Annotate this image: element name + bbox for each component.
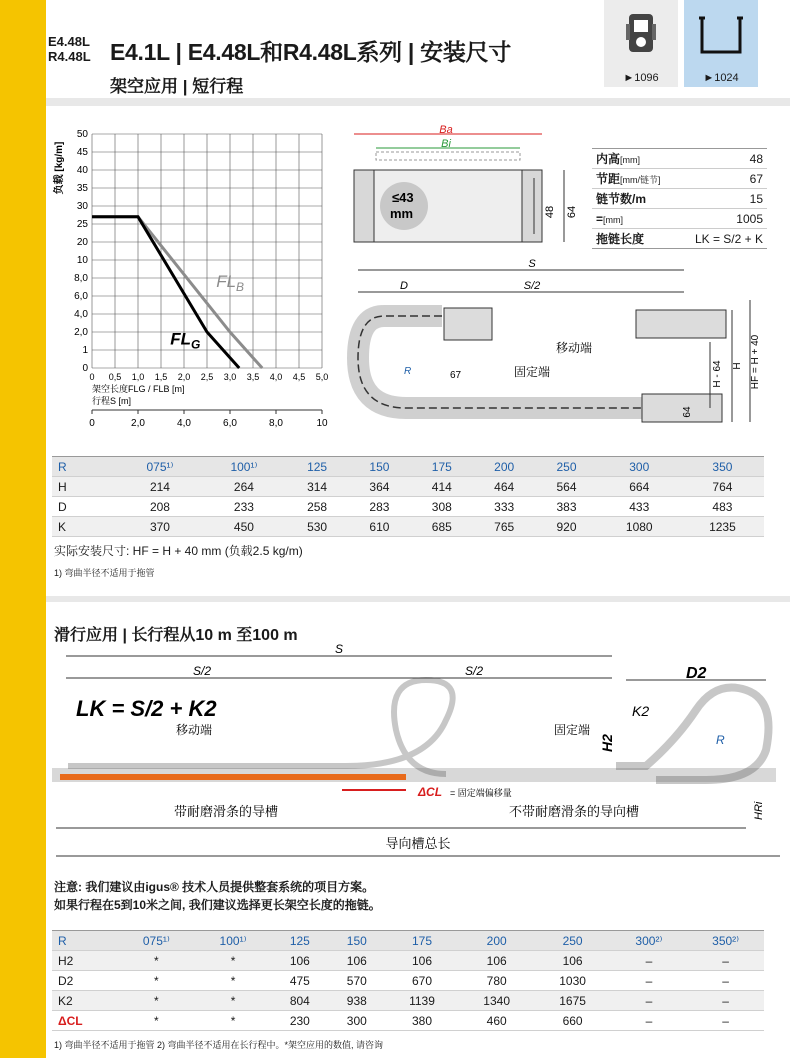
y-tick-label: 45 [76,147,88,158]
note-line-b: 如果行程在5到10米之间, 我们建议选择更长架空长度的拖链。 [54,898,381,912]
x-tick-label: 0,5 [108,372,122,382]
delta-cl-label: ΔCL [418,785,443,799]
spec-table: 内高[mm] 48 节距[mm/链节] 67 链节数/m 15 =[mm] 1005 拖链长度 LK = S/2 + K [592,148,767,249]
y-tick-label: 50 [76,129,88,140]
inner-height-label: 48 [544,205,556,219]
k2-label: K2 [632,703,650,719]
y-tick-label: 20 [76,237,88,248]
pitch-label: 67 [450,370,462,381]
moving-end-label-2: 移动端 [176,723,213,737]
y-tick-label: 30 [76,201,88,212]
groove-with-label: 带耐磨滑条的导槽 [173,804,279,819]
table-row: H 214 264 314 364 414 464 564 664 764 [52,477,764,497]
x2-tick-label: 6,0 [223,418,237,429]
table-row: D 208 233 258 283 308 333 383 433 483 [52,497,764,517]
d2-label: D2 [686,665,707,682]
x-axis-label-1: 架空长度FLG / FLB [m] [92,384,185,394]
x-tick-label: 3,5 [246,372,260,382]
page-title: E4.1L | E4.48L和R4.48L系列 | 安装尺寸 [110,39,511,65]
table-row: K 370 450 530 610 685 765 920 1080 1235 [52,517,764,537]
bi-label: Bi [441,138,451,150]
y-tick-label: 2,0 [74,327,88,338]
groove-total-label: 导向槽总长 [385,836,451,851]
h-minus-64-label: H - 64 [712,360,723,388]
installation-diagram-long [46,640,790,872]
load-chart [52,128,342,440]
x-tick-label: 4,5 [292,372,306,382]
x-tick-label: 5,0 [315,372,329,382]
radius-label: R [404,366,412,377]
y-tick-label: 1 [82,345,88,356]
dimension-table-long: R 075¹⁾ 100¹⁾ 125 150 175 200 250 300²⁾ 350²⁾ H2 * * 106 106 106 106 106 – – D2 * * 475 570 670 780 1030 – – K2 * * 804 938 1139 1340 1675 – – ΔCL * * 230 300 380 460 660 – – [52,930,764,1031]
install-note: 实际安装尺寸: HF = H + 40 mm (负载2.5 kg/m) [54,544,303,558]
y-tick-label: 35 [76,183,88,194]
x2-tick-label: 2,0 [131,418,145,429]
ba-label: Ba [439,124,453,136]
chain-link-icon [624,12,658,56]
ref-link-chain-detail[interactable]: ►1096 [604,0,678,87]
d-dim-label: D [400,280,408,292]
x-tick-label: 0 [89,372,95,382]
s2-dim-label: S/2 [523,280,541,292]
y-tick-label: 8,0 [74,273,88,284]
groove-without-label: 不带耐磨滑条的导向槽 [508,804,640,819]
y-tick-label: 4,0 [74,309,88,320]
table-row: ΔCL * * 230 300 380 460 660 – – [52,1011,764,1031]
dimension-table-short: R 075¹⁾ 100¹⁾ 125 150 175 200 250 300 350 H 214 264 314 364 414 464 564 664 764 D 208 233 258 283 308 333 383 433 483 K 370 450 530 610 685 765 920 1080 1235 [52,456,764,537]
h-label: H [732,362,743,370]
x2-tick-label: 8,0 [269,418,283,429]
radius-label-2: R [716,733,725,747]
table-row: D2 * * 475 570 670 780 1030 – – [52,971,764,991]
x-tick-label: 1,0 [131,372,145,382]
y-tick-label: 25 [76,219,88,230]
max-cable-unit: mm [390,206,414,221]
hri-label: HRi [753,801,765,820]
fixed-end-label: 固定端 [514,365,551,379]
x-tick-label: 4,0 [269,372,283,382]
series-label-flg-sub: G [190,337,201,352]
lk-formula: LK = S/2 + K2 [76,696,217,721]
s-label-long: S [334,642,344,656]
section-divider [46,98,790,106]
outer-height-label: 64 [566,205,578,219]
x-tick-label: 2,0 [177,372,191,382]
moving-end-label: 移动端 [556,341,593,355]
x-tick-label: 3,0 [223,372,237,382]
series-label-flb: $FL_B$ [216,272,245,294]
series-tag: E4.48L R4.48L [48,34,91,64]
delta-cl-note: = 固定端偏移量 [450,788,512,798]
s2-right-label: S/2 [464,664,484,678]
bottom-64-label: 64 [682,406,693,418]
page-subtitle: 架空应用 | 短行程 [110,77,244,96]
chain-cross-section [346,122,591,262]
x2-tick-label: 0 [89,418,95,429]
max-cable-label: ≤43 [392,190,414,205]
h2-label: H2 [599,734,615,752]
trough-icon [698,14,744,56]
y-tick-label: 0 [82,363,88,374]
hf-label: HF = H + 40 [750,334,761,390]
fixed-end-label-2: 固定端 [554,723,591,737]
table-row: K2 * * 804 938 1139 1340 1675 – – [52,991,764,1011]
x-axis-label-2: 行程S [m] [92,396,132,406]
yellow-sidebar [0,0,46,1058]
footnote-2: 1) 弯曲半径不适用于拖管 2) 弯曲半径不适用在长行程中。*架空应用的数值, 请咨询 [54,1040,384,1050]
note-line-a: 注意: 我们建议由igus® 技术人员提供整套系统的项目方案。 [54,880,375,894]
y-tick-label: 40 [76,165,88,176]
footnote-1: 1) 弯曲半径不适用于拖管 [54,568,155,578]
s2-left-label: S/2 [192,664,212,678]
series-label-flb-sub: B [236,280,245,294]
s-dim-label: S [528,258,536,270]
x2-tick-label: 4,0 [177,418,191,429]
x-tick-label: 1,5 [154,372,168,382]
series-line-flg [92,217,239,368]
y-tick-label: 10 [76,255,88,266]
section2-title: 滑行应用 | 长行程从10 m 至100 m [54,627,298,644]
installation-diagram-short [346,258,766,444]
x2-tick-label: 10 [316,418,328,429]
y-tick-label: 6,0 [74,291,88,302]
x-tick-label: 2,5 [200,372,214,382]
wear-strip [60,774,406,780]
section-divider-2 [46,596,790,602]
y-axis-label: 负载 [kg/m] [54,141,65,195]
ref-link-guide-trough[interactable]: ►1024 [684,0,758,87]
series-label-flg: $FL_G$ [170,329,201,352]
table-row: H2 * * 106 106 106 106 106 – – [52,951,764,971]
